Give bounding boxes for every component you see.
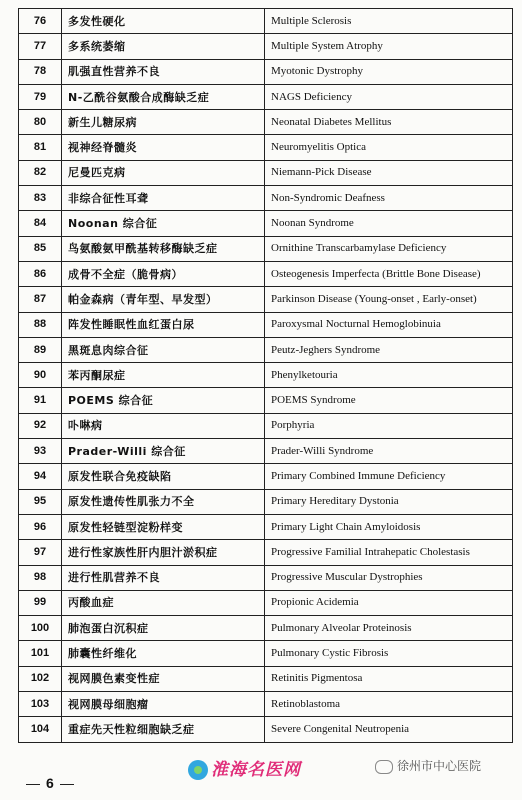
row-number: 89: [19, 337, 62, 362]
disease-name-en: Primary Light Chain Amyloidosis: [265, 514, 513, 539]
disease-name-en: Parkinson Disease (Young-onset , Early-onset): [265, 287, 513, 312]
wechat-icon: [375, 760, 393, 774]
disease-name-en: Pulmonary Cystic Fibrosis: [265, 641, 513, 666]
disease-name-cn: 苯丙酮尿症: [62, 363, 265, 388]
table-body: [19, 9, 513, 743]
row-number: 80: [19, 110, 62, 135]
table-row: [19, 692, 513, 717]
disease-name-en: Ornithine Transcarbamylase Deficiency: [265, 236, 513, 261]
table-row: [19, 717, 513, 742]
disease-name-en: Noonan Syndrome: [265, 211, 513, 236]
disease-name-cn: 阵发性睡眠性血红蛋白尿: [62, 312, 265, 337]
disease-name-cn: 黑斑息肉综合征: [62, 337, 265, 362]
disease-name-cn: 新生儿糖尿病: [62, 110, 265, 135]
row-number: 97: [19, 540, 62, 565]
disease-name-cn: N-乙酰谷氨酸合成酶缺乏症: [62, 84, 265, 109]
disease-name-en: Neonatal Diabetes Mellitus: [265, 110, 513, 135]
disease-name-cn: 卟啉病: [62, 413, 265, 438]
disease-name-en: Propionic Acidemia: [265, 590, 513, 615]
disease-name-cn: 帕金森病（青年型、早发型）: [62, 287, 265, 312]
watermark-logo-icon: [188, 760, 208, 780]
disease-name-cn: 进行性家族性肝内胆汁淤积症: [62, 540, 265, 565]
row-number: 99: [19, 590, 62, 615]
disease-name-en: Non-Syndromic Deafness: [265, 186, 513, 211]
table-row: [19, 388, 513, 413]
disease-name-cn: 鸟氨酸氨甲酰基转移酶缺乏症: [62, 236, 265, 261]
row-number: 95: [19, 489, 62, 514]
row-number: 86: [19, 261, 62, 286]
disease-name-cn: 原发性轻链型淀粉样变: [62, 514, 265, 539]
table-row: [19, 464, 513, 489]
disease-name-en: Primary Hereditary Dystonia: [265, 489, 513, 514]
page-number-text: 6: [46, 775, 54, 791]
row-number: 87: [19, 287, 62, 312]
table-row: [19, 287, 513, 312]
disease-name-cn: 视神经脊髓炎: [62, 135, 265, 160]
disease-name-en: Niemann-Pick Disease: [265, 160, 513, 185]
row-number: 85: [19, 236, 62, 261]
disease-name-cn: Noonan 综合征: [62, 211, 265, 236]
table-row: [19, 641, 513, 666]
row-number: 100: [19, 616, 62, 641]
row-number: 102: [19, 666, 62, 691]
disease-name-cn: 尼曼匹克病: [62, 160, 265, 185]
row-number: 84: [19, 211, 62, 236]
row-number: 77: [19, 34, 62, 59]
disease-name-cn: 视网膜母细胞瘤: [62, 692, 265, 717]
row-number: 101: [19, 641, 62, 666]
table-row: [19, 514, 513, 539]
table-row: [19, 666, 513, 691]
disease-name-en: Peutz-Jeghers Syndrome: [265, 337, 513, 362]
disease-name-cn: 原发性遗传性肌张力不全: [62, 489, 265, 514]
row-number: 81: [19, 135, 62, 160]
row-number: 90: [19, 363, 62, 388]
row-number: 88: [19, 312, 62, 337]
disease-name-en: Retinitis Pigmentosa: [265, 666, 513, 691]
page-number: [20, 775, 80, 791]
disease-name-cn: 成骨不全症（脆骨病）: [62, 261, 265, 286]
table-row: [19, 236, 513, 261]
row-number: 91: [19, 388, 62, 413]
disease-name-en: Paroxysmal Nocturnal Hemoglobinuia: [265, 312, 513, 337]
table-row: [19, 9, 513, 34]
table-row: [19, 616, 513, 641]
table-row: [19, 439, 513, 464]
disease-name-en: Multiple Sclerosis: [265, 9, 513, 34]
row-number: 94: [19, 464, 62, 489]
table-row: [19, 59, 513, 84]
disease-name-cn: 多系统萎缩: [62, 34, 265, 59]
rare-disease-table: [18, 8, 513, 743]
table-row: [19, 261, 513, 286]
disease-name-en: Porphyria: [265, 413, 513, 438]
disease-name-en: Phenylketouria: [265, 363, 513, 388]
disease-name-cn: 肌强直性营养不良: [62, 59, 265, 84]
disease-name-en: Retinoblastoma: [265, 692, 513, 717]
row-number: 103: [19, 692, 62, 717]
table-row: [19, 186, 513, 211]
disease-name-cn: 视网膜色素变性症: [62, 666, 265, 691]
disease-name-en: Progressive Familial Intrahepatic Cholestasis: [265, 540, 513, 565]
disease-name-cn: 进行性肌营养不良: [62, 565, 265, 590]
table-row: [19, 211, 513, 236]
table-row: [19, 160, 513, 185]
page-footer: [0, 759, 522, 799]
table-row: [19, 337, 513, 362]
disease-name-cn: 丙酸血症: [62, 590, 265, 615]
table-row: [19, 540, 513, 565]
row-number: 82: [19, 160, 62, 185]
table-row: [19, 590, 513, 615]
watermark-logo: [188, 755, 301, 780]
table-row: [19, 489, 513, 514]
watermark-account-text: 徐州市中心医院: [397, 759, 482, 773]
dash-right: [60, 784, 74, 785]
disease-name-cn: 原发性联合免疫缺陷: [62, 464, 265, 489]
table-row: [19, 135, 513, 160]
disease-name-en: Neuromyelitis Optica: [265, 135, 513, 160]
row-number: 79: [19, 84, 62, 109]
watermark-account: [375, 757, 481, 774]
disease-name-cn: 多发性硬化: [62, 9, 265, 34]
watermark-logo-text: 淮海名医网: [211, 760, 301, 780]
table-row: [19, 84, 513, 109]
disease-name-cn: 肺囊性纤维化: [62, 641, 265, 666]
table-row: [19, 565, 513, 590]
table-row: [19, 312, 513, 337]
disease-name-en: POEMS Syndrome: [265, 388, 513, 413]
table-row: [19, 363, 513, 388]
table-row: [19, 34, 513, 59]
disease-name-cn: 非综合征性耳聋: [62, 186, 265, 211]
table-row: [19, 413, 513, 438]
disease-name-cn: Prader-Willi 综合征: [62, 439, 265, 464]
disease-name-cn: 重症先天性粒细胞缺乏症: [62, 717, 265, 742]
row-number: 98: [19, 565, 62, 590]
disease-name-cn: POEMS 综合征: [62, 388, 265, 413]
disease-name-en: NAGS Deficiency: [265, 84, 513, 109]
row-number: 92: [19, 413, 62, 438]
row-number: 96: [19, 514, 62, 539]
disease-name-en: Multiple System Atrophy: [265, 34, 513, 59]
disease-name-en: Primary Combined Immune Deficiency: [265, 464, 513, 489]
disease-name-cn: 肺泡蛋白沉积症: [62, 616, 265, 641]
disease-name-en: Severe Congenital Neutropenia: [265, 717, 513, 742]
row-number: 93: [19, 439, 62, 464]
row-number: 76: [19, 9, 62, 34]
disease-name-en: Osteogenesis Imperfecta (Brittle Bone Disease): [265, 261, 513, 286]
disease-name-en: Myotonic Dystrophy: [265, 59, 513, 84]
disease-name-en: Prader-Willi Syndrome: [265, 439, 513, 464]
dash-left: [26, 784, 40, 785]
row-number: 78: [19, 59, 62, 84]
disease-name-en: Progressive Muscular Dystrophies: [265, 565, 513, 590]
disease-name-en: Pulmonary Alveolar Proteinosis: [265, 616, 513, 641]
row-number: 83: [19, 186, 62, 211]
table-row: [19, 110, 513, 135]
row-number: 104: [19, 717, 62, 742]
